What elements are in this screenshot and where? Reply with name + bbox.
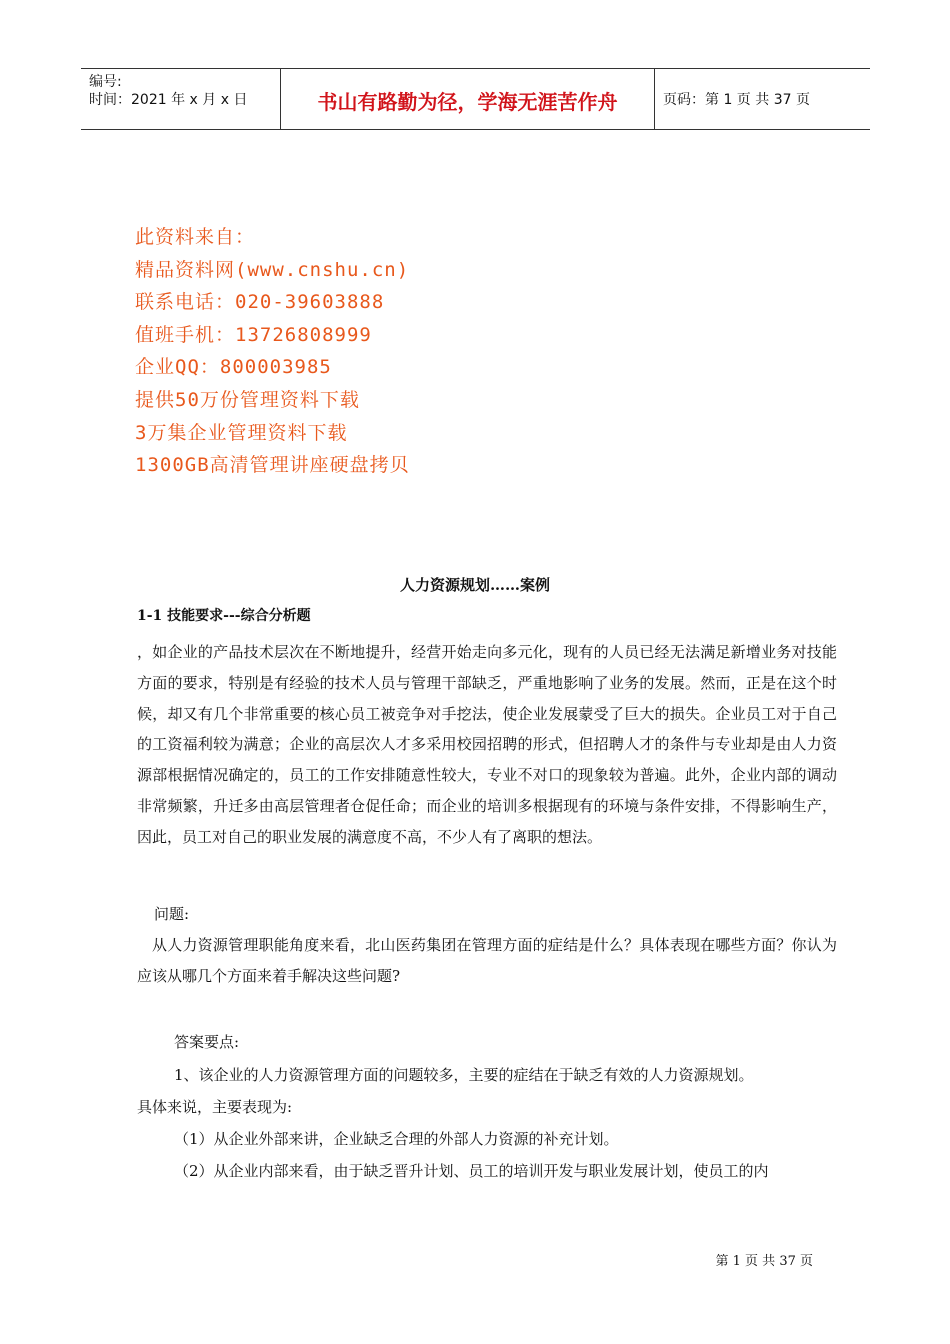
answer-subpoint-2: （2）从企业内部来看，由于缺乏晋升计划、员工的培训开发与职业发展计划，使员工的内 [174,1162,769,1180]
promo-line: 精品资料网(www.cnshu.cn) [135,258,410,281]
answer-subpoint-1: （1）从企业外部来讲，企业缺乏合理的外部人力资源的补充计划。 [174,1130,619,1148]
footer-page-number: 第 1 页 共 37 页 [715,1254,813,1269]
promo-line: 企业QQ：800003985 [135,356,332,379]
answer-point-1: 1、该企业的人力资源管理方面的问题较多，主要的症结在于缺乏有效的人力资源规划。 [174,1066,754,1084]
page-header [81,68,870,130]
promo-block [135,221,410,482]
document-title: 人力资源规划……案例 [399,576,550,594]
promo-line: 值班手机：13726808999 [135,323,372,346]
question-text: 从人力资源管理职能角度来看，北山医药集团在管理方面的症结是什么？具体表现在哪些方面？你认为应该从哪几个方面来着手解决这些问题? [137,936,837,985]
promo-line: 3万集企业管理资料下载 [135,421,348,444]
header-left-cell [81,69,281,129]
header-middle-cell [281,69,655,129]
document-date: 时间：2021 年 x 月 x 日 [89,92,248,108]
question-label: 问题: [154,905,190,923]
header-page-number: 页码：第 1 页 共 37 页 [663,92,810,108]
document-number-label: 编号: [89,74,122,90]
answer-point-1-continued: 具体来说，主要表现为: [137,1098,293,1116]
promo-line: 1300GB高清管理讲座硬盘拷贝 [135,454,410,477]
answer-label: 答案要点: [174,1033,240,1051]
case-paragraph: ，如企业的产品技术层次在不断地提升，经营开始走向多元化，现有的人员已经无法满足新增业务对技能方面的要求，特别是有经验的技术人员与管理干部缺乏，严重地影响了业务的发展。然而，正是在这个时候，却又有几个非常重要的核心员工被竞争对手挖法，使企业发展蒙受了巨大的损失。企业员工对于自己的工资福利较为满意；企业的高层次人才多采用校园招聘的形式，但招聘人才的条件与专业却是由人力资源部根据情况确定的，员工的工作安排随意性较大，专业不对口的现象较为普遍。此外，企业内部的调动非常频繁，升迁多由高层管理者仓促任命；而企业的培训多根据现有的环境与条件安排，不得影响生产，因此，员工对自己的职业发展的满意度不高，不少人有了离职的想法。 [137,643,837,846]
promo-line: 此资料来自： [135,226,256,248]
header-motto: 书山有路勤为径，学海无涯苦作舟 [317,90,618,114]
header-right-cell [655,69,870,129]
promo-line: 提供50万份管理资料下载 [135,388,360,411]
promo-line: 联系电话：020-39603888 [135,291,385,314]
section-heading: 1-1 技能要求---综合分析题 [137,608,311,624]
